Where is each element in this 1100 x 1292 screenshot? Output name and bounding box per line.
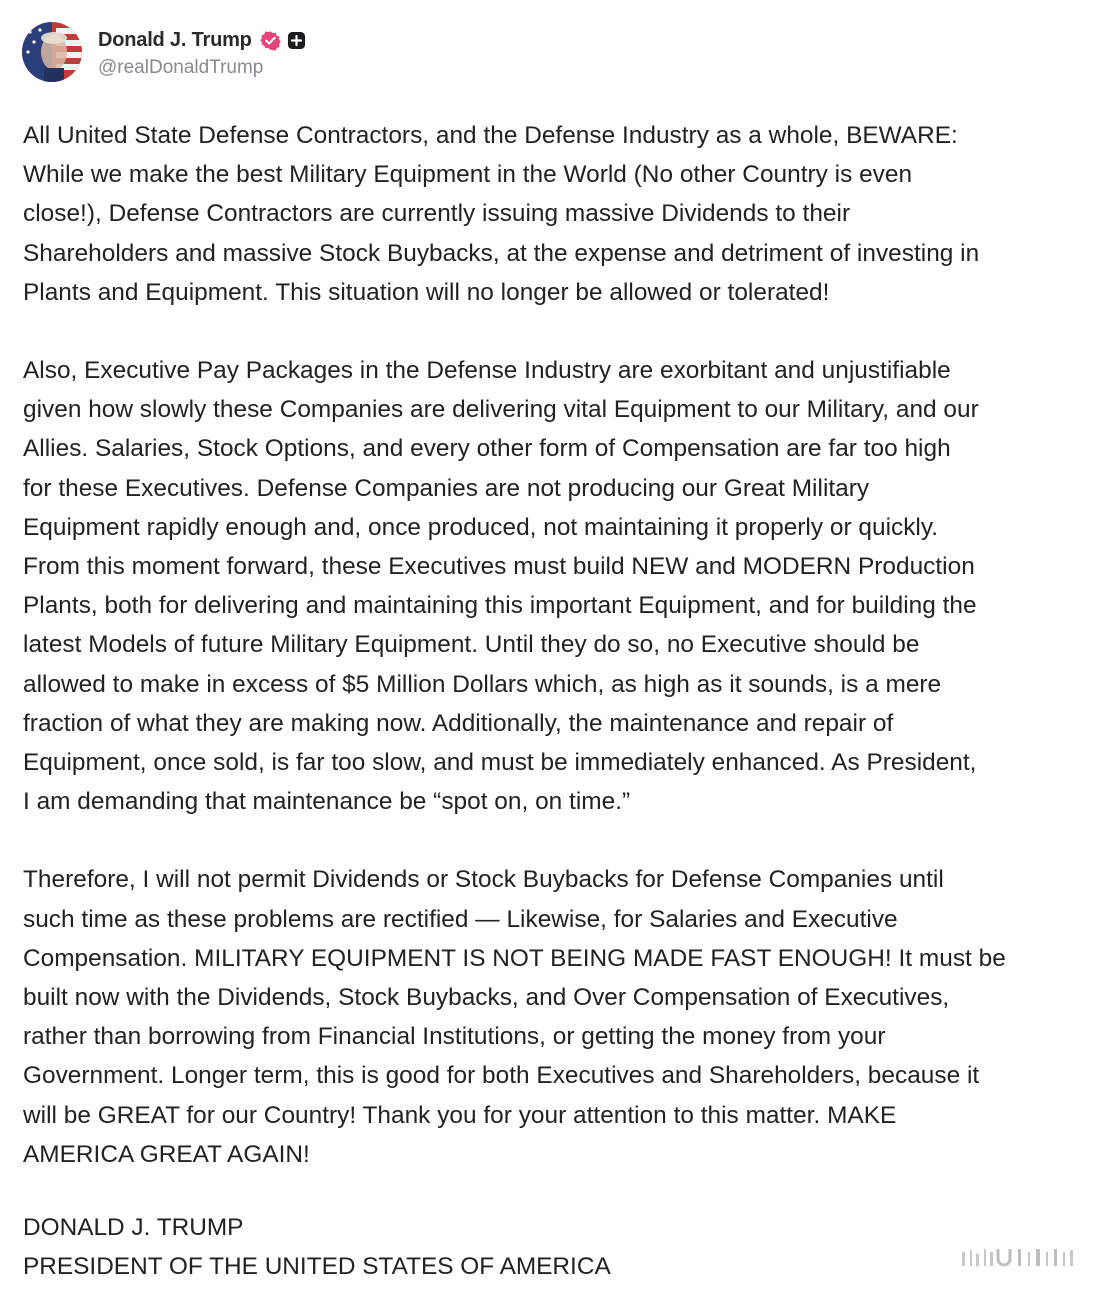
name-row (98, 27, 306, 53)
post-paragraph: All United State Defense Contractors, and the Defense Industry as a whole, BEWARE: While we make the best Military Equipment in the World (No other Country is even close!), Defense Contractors are currently issuing massive Dividends to their Shareholders and massive Stock Buybacks, at the expense and detriment of investing in Plants and Equipment. This situation will no longer be allowed or tolerated! (23, 122, 980, 306)
signature-title: PRESIDENT OF THE UNITED STATES OF AMERICA (23, 1253, 611, 1281)
author-display-name[interactable]: Donald J. Trump (98, 28, 252, 51)
author-info (98, 27, 306, 79)
post-header (22, 22, 306, 82)
avatar[interactable] (22, 22, 82, 82)
verified-badge-icon (260, 30, 281, 51)
barcode-watermark-icon (962, 1246, 1082, 1270)
author-handle[interactable]: @realDonaldTrump (98, 57, 264, 78)
plus-square-icon (287, 31, 306, 50)
post-body (23, 116, 1088, 1286)
post-paragraph: Therefore, I will not permit Dividends or Stock Buybacks for Defense Companies until such time as these problems are rectified — Likewise, for Salaries and Executive Compensation. MILITARY EQUIPMENT IS NOT BEING MADE FAST ENOUGH! It must be built now with the Dividends, Stock Buybacks, and Over Compensation of Executives, rather than borrowing from Financial Institutions, or getting the money from your Government. Longer term, this is good for both Executives and Shareholders, because it will be GREAT for our Country! Thank you for your attention to this matter. MAKE AMERICA GREAT AGAIN! (23, 866, 1006, 1168)
avatar-image (22, 22, 82, 82)
post-paragraph: Also, Executive Pay Packages in the Defense Industry are exorbitant and unjustifiable given how slowly these Companies are delivering vital Equipment to our Military, and our Allies. Salaries, Stock Options, and every other form of Compensation are far too high for these Executives. Defense Companies are not producing our Great Military Equipment rapidly enough and, once produced, not maintaining it properly or quickly. From this moment forward, these Executives must build NEW and MODERN Production Plants, both for delivering and maintaining this important Equipment, and for building the latest Models of future Military Equipment. Until they do so, no Executive should be allowed to make in excess of $5 Million Dollars which, as high as it sounds, is a mere fraction of what they are making now. Additionally, the maintenance and repair of Equipment, once sold, is far too slow, and must be immediately enhanced. As President, I am demanding that maintenance be “spot on, on time.” (23, 357, 979, 816)
paragraph-spacer (23, 821, 1088, 860)
paragraph-spacer (23, 1174, 1088, 1208)
signature-name: DONALD J. TRUMP (23, 1214, 244, 1242)
paragraph-spacer (23, 312, 1088, 351)
